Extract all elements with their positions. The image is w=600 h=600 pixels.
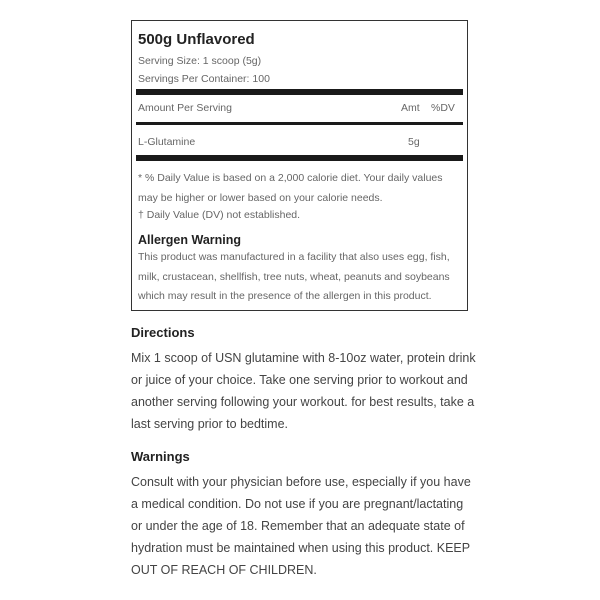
product-title: 500g Unflavored: [138, 31, 255, 48]
thick-divider-bottom: [136, 155, 463, 161]
allergen-warning-text: This product was manufactured in a facility that also uses egg, fish, milk, crustacean, shellfish, tree nuts, wheat, peanuts and soybeans which may result in the presence of the allergen in this product.: [138, 251, 450, 302]
dv-not-established-note: † Daily Value (DV) not established.: [138, 209, 301, 221]
ingredient-name: L-Glutamine: [138, 136, 196, 148]
medium-divider: [136, 122, 463, 125]
amt-column-header: Amt: [401, 102, 420, 114]
serving-size: Serving Size: 1 scoop (5g): [138, 55, 262, 67]
ingredient-amount: 5g: [408, 136, 420, 148]
dv-column-header: %DV: [431, 102, 455, 114]
warnings-text: Consult with your physician before use, especially if you have a medical condition. Do not use if you are pregnant/lactating or under the age of 18. Remember that an adequate state of hydration must be maintained when using this product. KEEP OUT OF REACH OF CHILDREN.: [131, 475, 471, 577]
daily-value-footnote: * % Daily Value is based on a 2,000 calorie diet. Your daily values may be higher or lower based on your calorie needs.: [138, 172, 443, 204]
warnings-title: Warnings: [131, 449, 190, 464]
directions-title: Directions: [131, 325, 195, 340]
supplement-facts-panel: [131, 20, 468, 311]
allergen-warning-title: Allergen Warning: [138, 233, 242, 247]
directions-text: Mix 1 scoop of USN glutamine with 8-10oz water, protein drink or juice of your choice. Take one serving prior to workout and another serving following your workout. for best results, take a last serving prior to bedtime.: [131, 351, 476, 431]
servings-per-container: Servings Per Container: 100: [138, 73, 270, 85]
amount-per-serving-header: Amount Per Serving: [138, 102, 232, 114]
thick-divider-top: [136, 89, 463, 95]
